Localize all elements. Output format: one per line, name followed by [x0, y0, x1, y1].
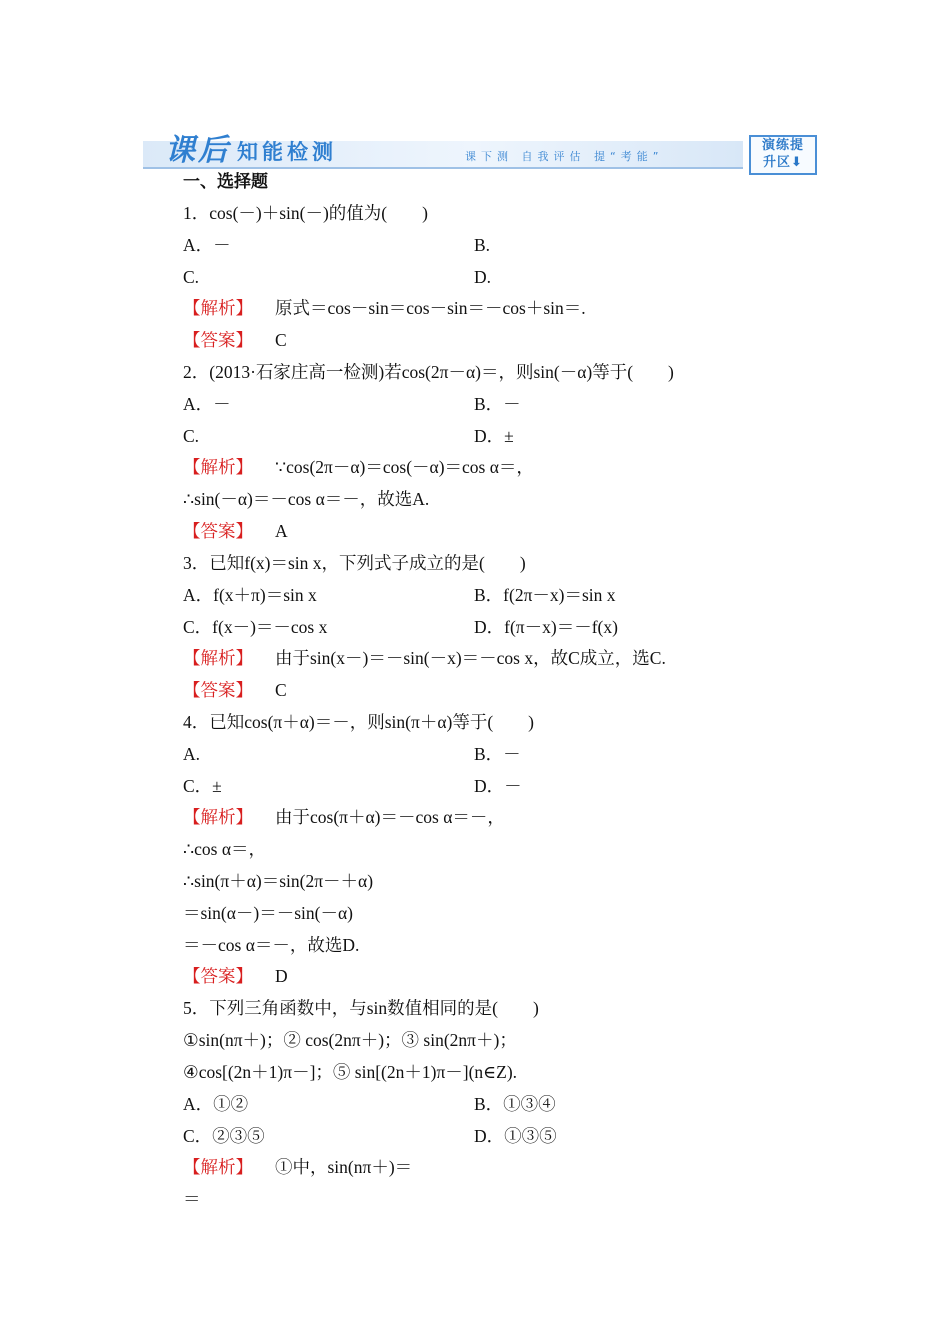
- line-text: D.: [474, 267, 492, 287]
- line-text: D: [275, 966, 288, 986]
- label-tag: 【解析】: [183, 298, 253, 318]
- line-text: 由于sin(x－)＝－sin(－x)＝－cos x，故C成立，选C.: [275, 648, 666, 668]
- text-line: [183, 710, 534, 734]
- line-text: ①sin(nπ＋)；② cos(2nπ＋)；③ sin(2nπ＋)；: [183, 1030, 517, 1050]
- text-line: [474, 392, 521, 416]
- line-text: ∴sin(π＋α)＝sin(2π－＋α): [183, 871, 374, 891]
- text-line: [183, 1028, 517, 1052]
- text-line: [474, 265, 491, 289]
- line-text: A.: [183, 744, 201, 764]
- line-text: B．－: [474, 744, 521, 764]
- annotated-line: [183, 964, 288, 988]
- text-line: [183, 360, 674, 384]
- text-line: [183, 487, 429, 511]
- text-line: [474, 233, 490, 257]
- label-tag: 【答案】: [183, 330, 253, 350]
- annotated-line: [183, 519, 288, 543]
- label-tag: 【答案】: [183, 680, 253, 700]
- line-text: C: [275, 330, 287, 350]
- text-line: [474, 742, 521, 766]
- line-text: 3．已知f(x)＝sin x，下列式子成立的是( ): [183, 553, 526, 573]
- line-text: ＝－cos α＝－，故选D.: [183, 935, 360, 955]
- text-line: [183, 869, 373, 893]
- text-line: [183, 1092, 248, 1116]
- line-text: ∴sin(－α)＝－cos α＝－，故选A.: [183, 489, 430, 509]
- line-text: D．－: [474, 776, 522, 796]
- line-text: 一、选择题: [183, 172, 268, 192]
- box-line-2: 升区⬇: [763, 155, 803, 170]
- text-line: [183, 742, 200, 766]
- line-text: 5．下列三角函数中，与sin数值相同的是( ): [183, 998, 539, 1018]
- text-line: [183, 901, 353, 925]
- banner-subtitle: 课下测 自我评估 提“考能”: [465, 150, 664, 163]
- line-text: D．f(π－x)＝－f(x): [474, 617, 618, 637]
- line-text: C．±: [183, 776, 222, 796]
- annotated-line: [183, 328, 287, 352]
- line-text: 2．(2013·石家庄高一检测)若cos(2π－α)＝，则sin(－α)等于( ): [183, 362, 674, 382]
- line-text: 4．已知cos(π＋α)＝－，则sin(π＋α)等于( ): [183, 712, 534, 732]
- line-text: ①中，sin(nπ＋)＝: [275, 1157, 413, 1177]
- line-text: A: [275, 521, 288, 541]
- text-line: [474, 615, 618, 639]
- banner-title-small: 知能检测: [237, 140, 337, 164]
- line-text: 由于cos(π＋α)＝－cos α＝－，: [275, 807, 505, 827]
- text-line: [183, 1060, 517, 1084]
- annotated-line: [183, 296, 586, 320]
- section-banner: [143, 133, 815, 173]
- box-line-1: 演练提: [761, 138, 804, 153]
- text-line: [183, 265, 199, 289]
- practice-section-link[interactable]: [749, 135, 817, 175]
- line-text: A．①②: [183, 1094, 249, 1114]
- text-line: [183, 583, 317, 607]
- annotated-line: [183, 455, 534, 479]
- line-text: ④cos[(2n＋1)π－]；⑤ sin[(2n＋1)π－](n∈Z).: [183, 1062, 518, 1082]
- text-line: [474, 424, 514, 448]
- text-line: [183, 1124, 265, 1148]
- text-line: [183, 996, 539, 1020]
- line-text: A．－: [183, 394, 231, 414]
- line-text: 1．cos(－)＋sin(－)的值为( ): [183, 203, 428, 223]
- label-tag: 【解析】: [183, 1157, 253, 1177]
- line-text: C．②③⑤: [183, 1126, 265, 1146]
- line-text: C: [275, 680, 287, 700]
- text-line: [474, 583, 616, 607]
- text-line: [474, 774, 522, 798]
- label-tag: 【解析】: [183, 648, 253, 668]
- text-line: [183, 201, 428, 225]
- line-text: D．±: [474, 426, 514, 446]
- section-heading: [183, 170, 268, 194]
- line-text: B．f(2π－x)＝sin x: [474, 585, 616, 605]
- line-text: A．f(x＋π)＝sin x: [183, 585, 317, 605]
- text-line: [474, 1124, 557, 1148]
- line-text: B．－: [474, 394, 521, 414]
- line-text: ＝: [183, 1189, 201, 1209]
- text-line: [474, 1092, 556, 1116]
- text-line: [183, 551, 526, 575]
- line-text: 原式＝cos－sin＝cos－sin＝－cos＋sin＝.: [275, 298, 586, 318]
- label-tag: 【答案】: [183, 966, 253, 986]
- line-text: B.: [474, 235, 491, 255]
- line-text: C.: [183, 426, 200, 446]
- label-tag: 【解析】: [183, 807, 253, 827]
- line-text: ＝sin(α－)＝－sin(－α): [183, 903, 353, 923]
- line-text: ∴cos α＝，: [183, 839, 267, 859]
- text-line: [183, 837, 266, 861]
- line-text: B．①③④: [474, 1094, 556, 1114]
- text-line: [183, 424, 199, 448]
- line-text: C.: [183, 267, 200, 287]
- annotated-line: [183, 805, 505, 829]
- label-tag: 【解析】: [183, 457, 253, 477]
- text-line: [183, 392, 231, 416]
- text-line: [183, 615, 327, 639]
- text-line: [183, 933, 359, 957]
- annotated-line: [183, 1155, 412, 1179]
- annotated-line: [183, 646, 666, 670]
- text-line: [183, 1187, 201, 1211]
- line-text: ∵cos(2π－α)＝cos(－α)＝cos α＝，: [275, 457, 534, 477]
- annotated-line: [183, 678, 287, 702]
- text-line: [183, 233, 231, 257]
- banner-title: [165, 133, 337, 169]
- line-text: D．①③⑤: [474, 1126, 557, 1146]
- line-text: A．－: [183, 235, 231, 255]
- label-tag: 【答案】: [183, 521, 253, 541]
- banner-title-big: 课后: [165, 133, 231, 168]
- text-line: [183, 774, 222, 798]
- line-text: C．f(x－)＝－cos x: [183, 617, 328, 637]
